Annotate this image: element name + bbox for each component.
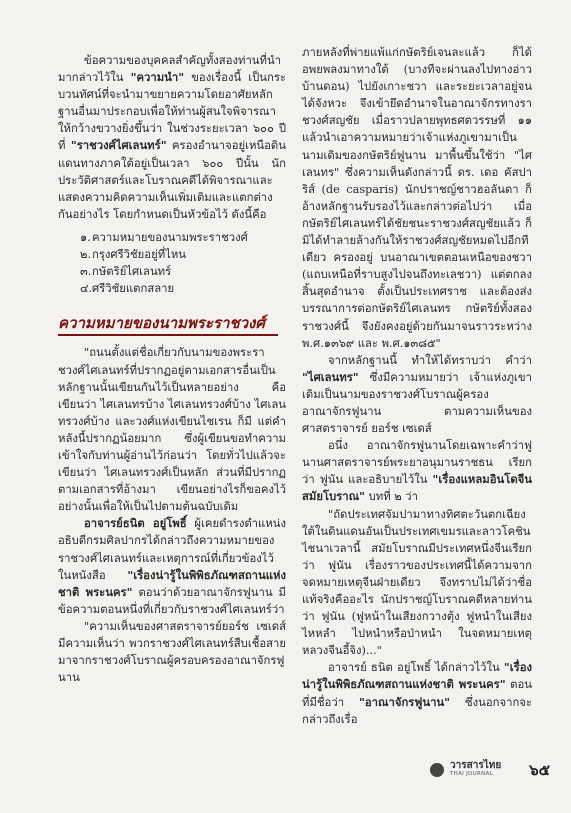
evidence-bold-1: "ไศเลนทร" — [302, 369, 359, 384]
quote-paragraph: "ถนนตั้งแต่ชื่อเกี่ยวกับนามของพระราชวงศ์ไศเลนทร์ที่ปรากฏอยู่ตามเอกสารอื่นเป็นหลักฐานนั้นเขียนกันไว้เป็นหลายอย่าง คือ เขียนว่า ไศเลนทรบ้าง ไศเลนทรวงศ์บ้าง ไศเลนทรวงศ์บ้าง และวงศ์แห่งเขียนไชเรน ก็มี แต่คำหลังนี้ปรากฏน้อยมาก ซึ่งผู้เขียนขอทำความเข้าใจกับท่านผู้อ่านไว้ก่อนว่า โดยทั่วไปแล้วจะเขียนว่า ไศเลนทรวงศ์เป็นหลัก ส่วนที่มีปรากฏตามเอกสารที่อ้างมา เขียนอย่างไรก็ขอคงไว้อย่างนั้นเพื่อให้เป็นไปตามต้นฉบับเดิม — [58, 346, 286, 514]
closing-bold-2: "อาณาจักรฟูนาน" — [358, 694, 451, 709]
list-item — [58, 263, 286, 280]
ajarn-paragraph — [58, 515, 286, 618]
funan-text-1: อนึ่ง อาณาจักรฟูนานโดยเฉพาะคำว่าฟูนานศาสตราจารย์พระยาอนุมานราชธน เรียกว่า ฟูนัน และอธิบายไว้ใน — [302, 439, 532, 487]
funan-bold-1: "เรื่องแหลมอินโดจีนสมัยโบราณ" — [302, 472, 532, 504]
funan-quote-paragraph: "ถัดประเทศจัมปามาทางทิศตะวันตกเฉียงใต้ในดินแดนอันเป็นประเทศเขมรและลาวโคชินไชนาเวลานี้ สมัยโบราณมีประเทศหนึ่งจีนเรียกว่า ฟูนัน เรื่องราวของประเทศนี้ได้ความจากจดหมายเหตุจีนฝ่ายเดียว จึงทราบไม่ได้ว่าชื่อแท้จริงคืออะไร นักปราชญ์โบราณคดีหลายท่านว่า ฟูนัน (ฟูหน้าในเสียงกวางตุ้ง ฟูหนำในเสียงไหหลำ ไปหนำหรือป่าหนำ ในจดหมายเหตุหลวงจีนอี้จิง)..." — [302, 507, 532, 658]
list-item-text: ศรีวิชัยแตกสลาย — [92, 282, 175, 296]
top-margin-right — [302, 0, 532, 44]
evidence-paragraph — [302, 352, 532, 437]
list-item — [58, 229, 286, 246]
page-number: ๖๕ — [529, 761, 550, 779]
list-item — [58, 280, 286, 297]
journal-logo — [450, 761, 501, 779]
journal-logo-icon — [430, 763, 444, 777]
journal-logo-text: วารสารไทย — [450, 760, 502, 771]
intro-text-3: ครองอำนาจอยู่เหนือดินแดนทางภาคใต้อยู่เป็นเวลา ๖๐๐ ปีนั้น นักประวัติศาสตร์และโบราณคดีได้พิจารณาและแสดงความคิดความเห็นเพิ่มเติมและแตกต่างกันอย่างไร โดยกำหนดเป็นหัวข้อไว้ ดังนี้คือ — [58, 139, 286, 221]
intro-bold-1: "ความนำ" — [130, 70, 185, 85]
funan-text-2: บทที่ ๒ ว่า — [364, 490, 418, 504]
evidence-text-2: ซึ่งมีความหมายว่า เจ้าแห่งภูเขา เดิมเป็นนามของราชวงศ์โบราณผู้ครองอาณาจักรฟูนาน ตามความเห็นของศาสตราจารย์ ยอร์ช เซเดส์ — [302, 370, 532, 436]
section-heading: ความหมายของนามพระราชวงศ์ — [58, 315, 278, 336]
page-footer — [430, 758, 550, 782]
closing-bold-1: "เรื่องน่ารู้ในพิพิธภัณฑสถานแห่งชาติ พระนคร" — [302, 660, 532, 692]
ajarn-text-2: ตอนว่าด้วยอาณาจักรฟูนาน มีข้อความตอนหนึ่งที่เกี่ยวกับราชวงศ์ไศเลนทร์ว่า — [58, 585, 286, 616]
list-item-number: ๓. — [80, 265, 92, 279]
intro-text-1: ข้อความของบุคคลสำคัญทั้งสองท่านที่นำมากล่าวไว้ใน — [58, 54, 282, 85]
ajarn-text-1: ผู้เคยดำรงตำแหน่งอธิบดีกรมศิลปากรได้กล่าวถึงความหมายของราชวงศ์ไศเลนทร์และเหตุการณ์ที่เกี่ยวข้องไว้ในหนังสือ — [58, 517, 286, 582]
intro-paragraph — [58, 52, 286, 223]
topic-list — [58, 229, 286, 297]
intro-text-2: ของเรื่องนี้ เป็นกระบวนทัศน์ที่จะนำมาขยายความโดยอาศัยหลักฐานอื่นมาประกอบเพื่อให้ท่านผู้สนใจพิจารณาให้กว้างขวางยิ่งขึ้นว่า ในช่วงระยะเวลา ๖๐๐ ปีที่ — [58, 71, 286, 153]
closing-text-2: ตอนที่มีชื่อว่า — [302, 678, 533, 709]
ajarn-bold-2: "เรื่องน่ารู้ในพิพิธภัณฑสถานแห่งชาติ พระนคร" — [58, 567, 286, 599]
top-margin-left — [58, 0, 286, 52]
funan-paragraph — [302, 437, 532, 505]
tail-paragraph: "ความเห็นของศาสตราจารย์ยอร์ช เซเดส์ มีความเห็นว่า พวกราชวงศ์ไศเลนทร์สืบเชื้อสายมาจากราชวงศ์โบราณผู้ครอบครองอาณาจักรฟูนาน — [58, 619, 286, 685]
closing-text-1: อาจารย์ ธนิต อยู่โพธิ์ ได้กล่าวไว้ใน — [328, 661, 504, 675]
list-item — [58, 246, 286, 263]
list-item-number: ๑. — [80, 230, 91, 244]
list-item-text: ความหมายของนามพระราชวงศ์ — [92, 230, 248, 244]
continuation-paragraph: ภายหลังที่พ่ายแพ้แก่กษัตริย์เจนละแล้ว ก็ได้อพยพลงมาทางใต้ (บางทีจะผ่านลงไปทางอ่าวบ้านดอน) ไปยังเกาะชวา และระยะเวลาอยู่จนได้จังหวะ จึงเข้ายึดอำนาจในอาณาจักรทางราชวงศ์สญชัย เมื่อราวปลายพุทธศตวรรษที่ ๑๑ แล้วนำเอาความหมายว่าเจ้าแห่งภูเขามาเป็นนามเดิมของกษัตริย์ฟูนาน มาพื้นขึ้นใช้ว่า "ไศเลนทร" ซึ่งความเห็นดังกล่าวนี้ ดร. เดอ คัสปาริส์ (de casparis) นักปราชญ์ชาวฮอลันดา ก็อ้างหลักฐานรับรองไว้และกล่าวต่อไปว่า เมื่อกษัตริย์ไศเลนทร์ได้ชัยชนะราชวงศ์สญชัยแล้ว ก็มิได้ทำลายล้างกันให้ราชวงศ์สญชัยหมดไปอีกทีเดียว ครองอยู่ บนอาณาเขตตอนเหนือของชวา (แถบเหนือที่ราบสูงไปจนถึงทะเลชวา) แต่ตกลงสิ้นสุดอำนาจ ตั้งเป็นประเทศราช และต้องส่งบรรณาการต่อกษัตริย์ไศเลนทร กษัตริย์ทั้งสองราชวงศ์นี้ จึงยังคงอยู่ด้วยกันมาจนราวระหว่าง พ.ศ.๑๓๖๙ และ พ.ศ.๑๓๘๕" — [302, 46, 532, 350]
list-item-text: กษัตริย์ไศเลนทร์ — [92, 265, 172, 279]
list-item-text: กรุงศรีวิชัยอยู่ที่ไหน — [92, 248, 186, 262]
closing-text-3: ซึ่งนอกจากจะกล่าวถึงเรื่อ — [302, 695, 532, 726]
intro-bold-2: "ราชวงศ์ไศเลนทร์" — [70, 138, 167, 153]
closing-paragraph — [302, 659, 532, 727]
list-item-number: ๔. — [80, 282, 93, 296]
ajarn-bold-1: อาจารย์ธนิต อยู่โพธิ์ — [84, 516, 187, 531]
evidence-text-1: จากหลักฐานนี้ ทำให้ได้ทราบว่า คำว่า — [328, 353, 532, 367]
list-item-number: ๒. — [80, 248, 92, 262]
journal-logo-subtext: THAI JOURNAL — [450, 771, 493, 777]
left-column — [58, 0, 286, 686]
right-column — [302, 0, 532, 728]
